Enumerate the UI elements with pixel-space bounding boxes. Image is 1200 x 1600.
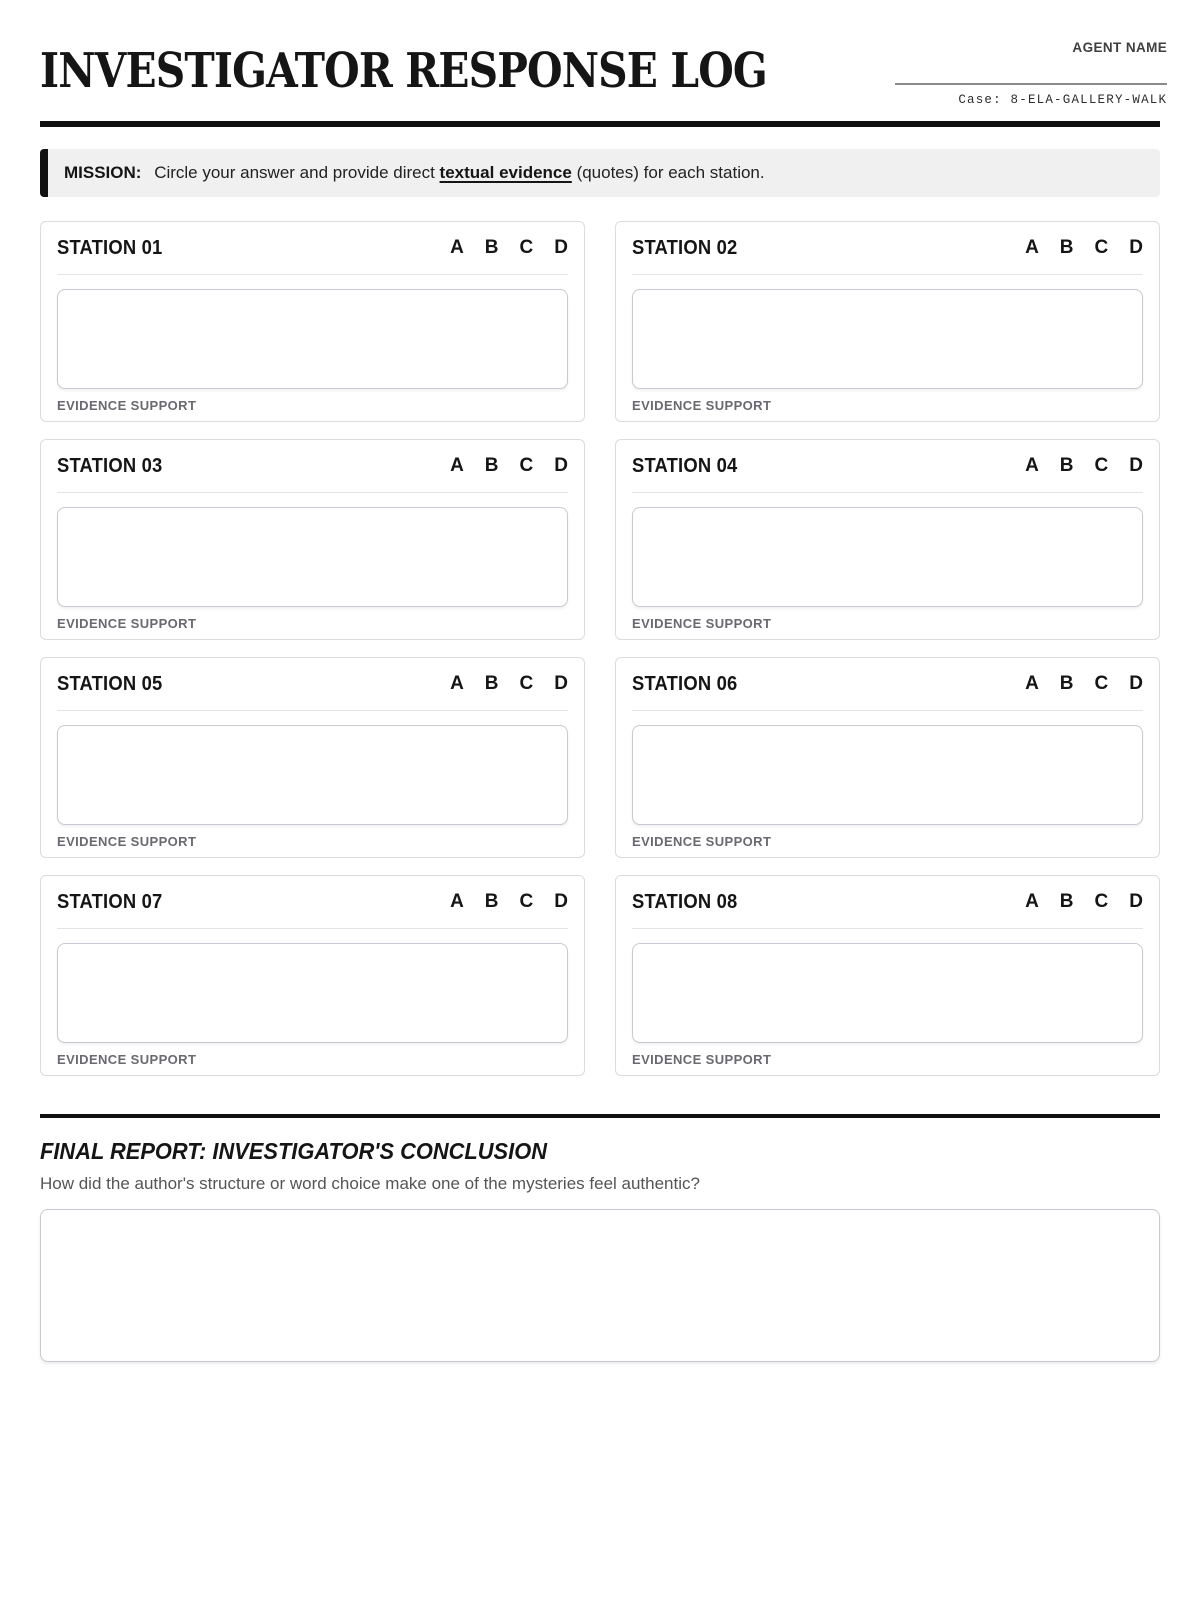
answer-option-a[interactable]: A	[1025, 891, 1039, 912]
case-label: Case:	[958, 93, 1002, 107]
evidence-support-label: EVIDENCE SUPPORT	[632, 1052, 772, 1067]
station-card	[615, 657, 1160, 858]
station-card-header	[57, 658, 568, 711]
answer-option-c[interactable]: C	[519, 237, 534, 258]
final-report-section	[40, 1138, 1160, 1362]
header-rule	[40, 121, 1160, 127]
answer-option-a[interactable]: A	[1025, 237, 1039, 258]
station-title-text: STATION 02	[632, 236, 738, 259]
station-title-text: STATION 06	[632, 672, 738, 695]
answer-option-d[interactable]: D	[1129, 237, 1143, 258]
answer-option-d[interactable]: D	[554, 455, 568, 476]
station-card-header	[632, 658, 1143, 711]
station-card-header	[57, 222, 568, 275]
answer-option-b[interactable]: B	[1059, 455, 1074, 476]
final-report-rule	[40, 1114, 1160, 1118]
answer-option-a[interactable]: A	[1025, 455, 1039, 476]
station-title-text: STATION 03	[57, 454, 163, 477]
answer-option-a[interactable]: A	[450, 237, 464, 258]
mission-label: MISSION:	[64, 163, 142, 182]
agent-name-block	[895, 36, 1167, 107]
agent-name-label: AGENT NAME	[1072, 40, 1168, 55]
station-response-box[interactable]	[57, 289, 568, 389]
evidence-support-label: EVIDENCE SUPPORT	[632, 616, 772, 631]
station-title-text: STATION 04	[632, 454, 738, 477]
evidence-support-label: EVIDENCE SUPPORT	[57, 398, 197, 413]
station-title-text: STATION 07	[57, 890, 163, 913]
station-card	[615, 221, 1160, 422]
final-report-question: How did the author's structure or word choice make one of the mysteries feel authentic?	[40, 1174, 700, 1193]
answer-options	[450, 673, 568, 695]
answer-option-a[interactable]: A	[1025, 673, 1039, 694]
evidence-support-label: EVIDENCE SUPPORT	[632, 834, 772, 849]
case-row	[895, 93, 1167, 107]
final-report-title-text: FINAL REPORT: INVESTIGATOR'S CONCLUSION	[40, 1138, 547, 1164]
answer-option-a[interactable]: A	[450, 455, 464, 476]
mission-text-before: Circle your answer and provide direct	[154, 163, 435, 182]
final-report-title	[40, 1138, 1160, 1165]
answer-option-b[interactable]: B	[1059, 673, 1074, 694]
answer-options	[450, 891, 568, 913]
answer-options	[1025, 237, 1143, 259]
station-card	[40, 439, 585, 640]
station-response-box[interactable]	[57, 507, 568, 607]
answer-option-c[interactable]: C	[1094, 237, 1109, 258]
station-card-header	[632, 440, 1143, 493]
answer-option-c[interactable]: C	[519, 891, 534, 912]
station-title	[632, 673, 747, 696]
answer-option-d[interactable]: D	[554, 237, 568, 258]
station-response-box[interactable]	[632, 289, 1143, 389]
station-title-text: STATION 01	[57, 236, 163, 259]
mission-text	[154, 163, 764, 182]
page-title-text: INVESTIGATOR RESPONSE LOG	[40, 43, 767, 99]
answer-options	[1025, 455, 1143, 477]
station-response-box[interactable]	[632, 507, 1143, 607]
answer-options	[450, 237, 568, 259]
answer-options	[1025, 891, 1143, 913]
final-response-box[interactable]	[40, 1209, 1160, 1362]
station-title	[632, 891, 747, 914]
answer-option-c[interactable]: C	[1094, 455, 1109, 476]
station-title	[632, 237, 747, 260]
station-title	[57, 673, 172, 696]
answer-option-a[interactable]: A	[450, 891, 464, 912]
station-title	[57, 891, 172, 914]
station-card	[615, 439, 1160, 640]
station-card-header	[632, 222, 1143, 275]
station-card	[40, 875, 585, 1076]
mission-banner	[40, 149, 1160, 197]
station-title	[57, 455, 172, 478]
answer-option-d[interactable]: D	[554, 891, 568, 912]
answer-option-d[interactable]: D	[1129, 673, 1143, 694]
evidence-support-label: EVIDENCE SUPPORT	[57, 616, 197, 631]
mission-highlight: textual evidence	[439, 163, 572, 182]
station-card-header	[57, 876, 568, 929]
station-response-box[interactable]	[57, 725, 568, 825]
header	[40, 36, 1168, 107]
answer-option-b[interactable]: B	[484, 455, 499, 476]
answer-option-d[interactable]: D	[1129, 455, 1143, 476]
station-card	[615, 875, 1160, 1076]
answer-option-d[interactable]: D	[554, 673, 568, 694]
answer-option-d[interactable]: D	[1129, 891, 1143, 912]
evidence-support-label: EVIDENCE SUPPORT	[57, 834, 197, 849]
agent-name-line[interactable]	[895, 83, 1167, 85]
stations-grid	[40, 221, 1160, 1076]
evidence-support-label: EVIDENCE SUPPORT	[632, 398, 772, 413]
station-response-box[interactable]	[632, 725, 1143, 825]
evidence-support-label: EVIDENCE SUPPORT	[57, 1052, 197, 1067]
answer-option-b[interactable]: B	[1059, 891, 1074, 912]
answer-option-b[interactable]: B	[484, 237, 499, 258]
station-card-header	[632, 876, 1143, 929]
answer-options	[1025, 673, 1143, 695]
answer-option-c[interactable]: C	[1094, 673, 1109, 694]
answer-option-b[interactable]: B	[1059, 237, 1074, 258]
station-title-text: STATION 05	[57, 672, 163, 695]
answer-option-c[interactable]: C	[519, 455, 534, 476]
station-card-header	[57, 440, 568, 493]
mission-text-after: (quotes) for each station.	[576, 163, 765, 182]
answer-option-a[interactable]: A	[450, 673, 464, 694]
station-response-box[interactable]	[57, 943, 568, 1043]
answer-option-c[interactable]: C	[1094, 891, 1109, 912]
answer-option-b[interactable]: B	[484, 673, 499, 694]
station-card	[40, 221, 585, 422]
station-card	[40, 657, 585, 858]
station-response-box[interactable]	[632, 943, 1143, 1043]
station-title-text: STATION 08	[632, 890, 738, 913]
answer-option-c[interactable]: C	[519, 673, 534, 694]
answer-options	[450, 455, 568, 477]
page-title	[40, 43, 895, 99]
answer-option-b[interactable]: B	[484, 891, 499, 912]
case-value: 8-ELA-GALLERY-WALK	[1010, 93, 1168, 107]
station-title	[632, 455, 747, 478]
station-title	[57, 237, 172, 260]
